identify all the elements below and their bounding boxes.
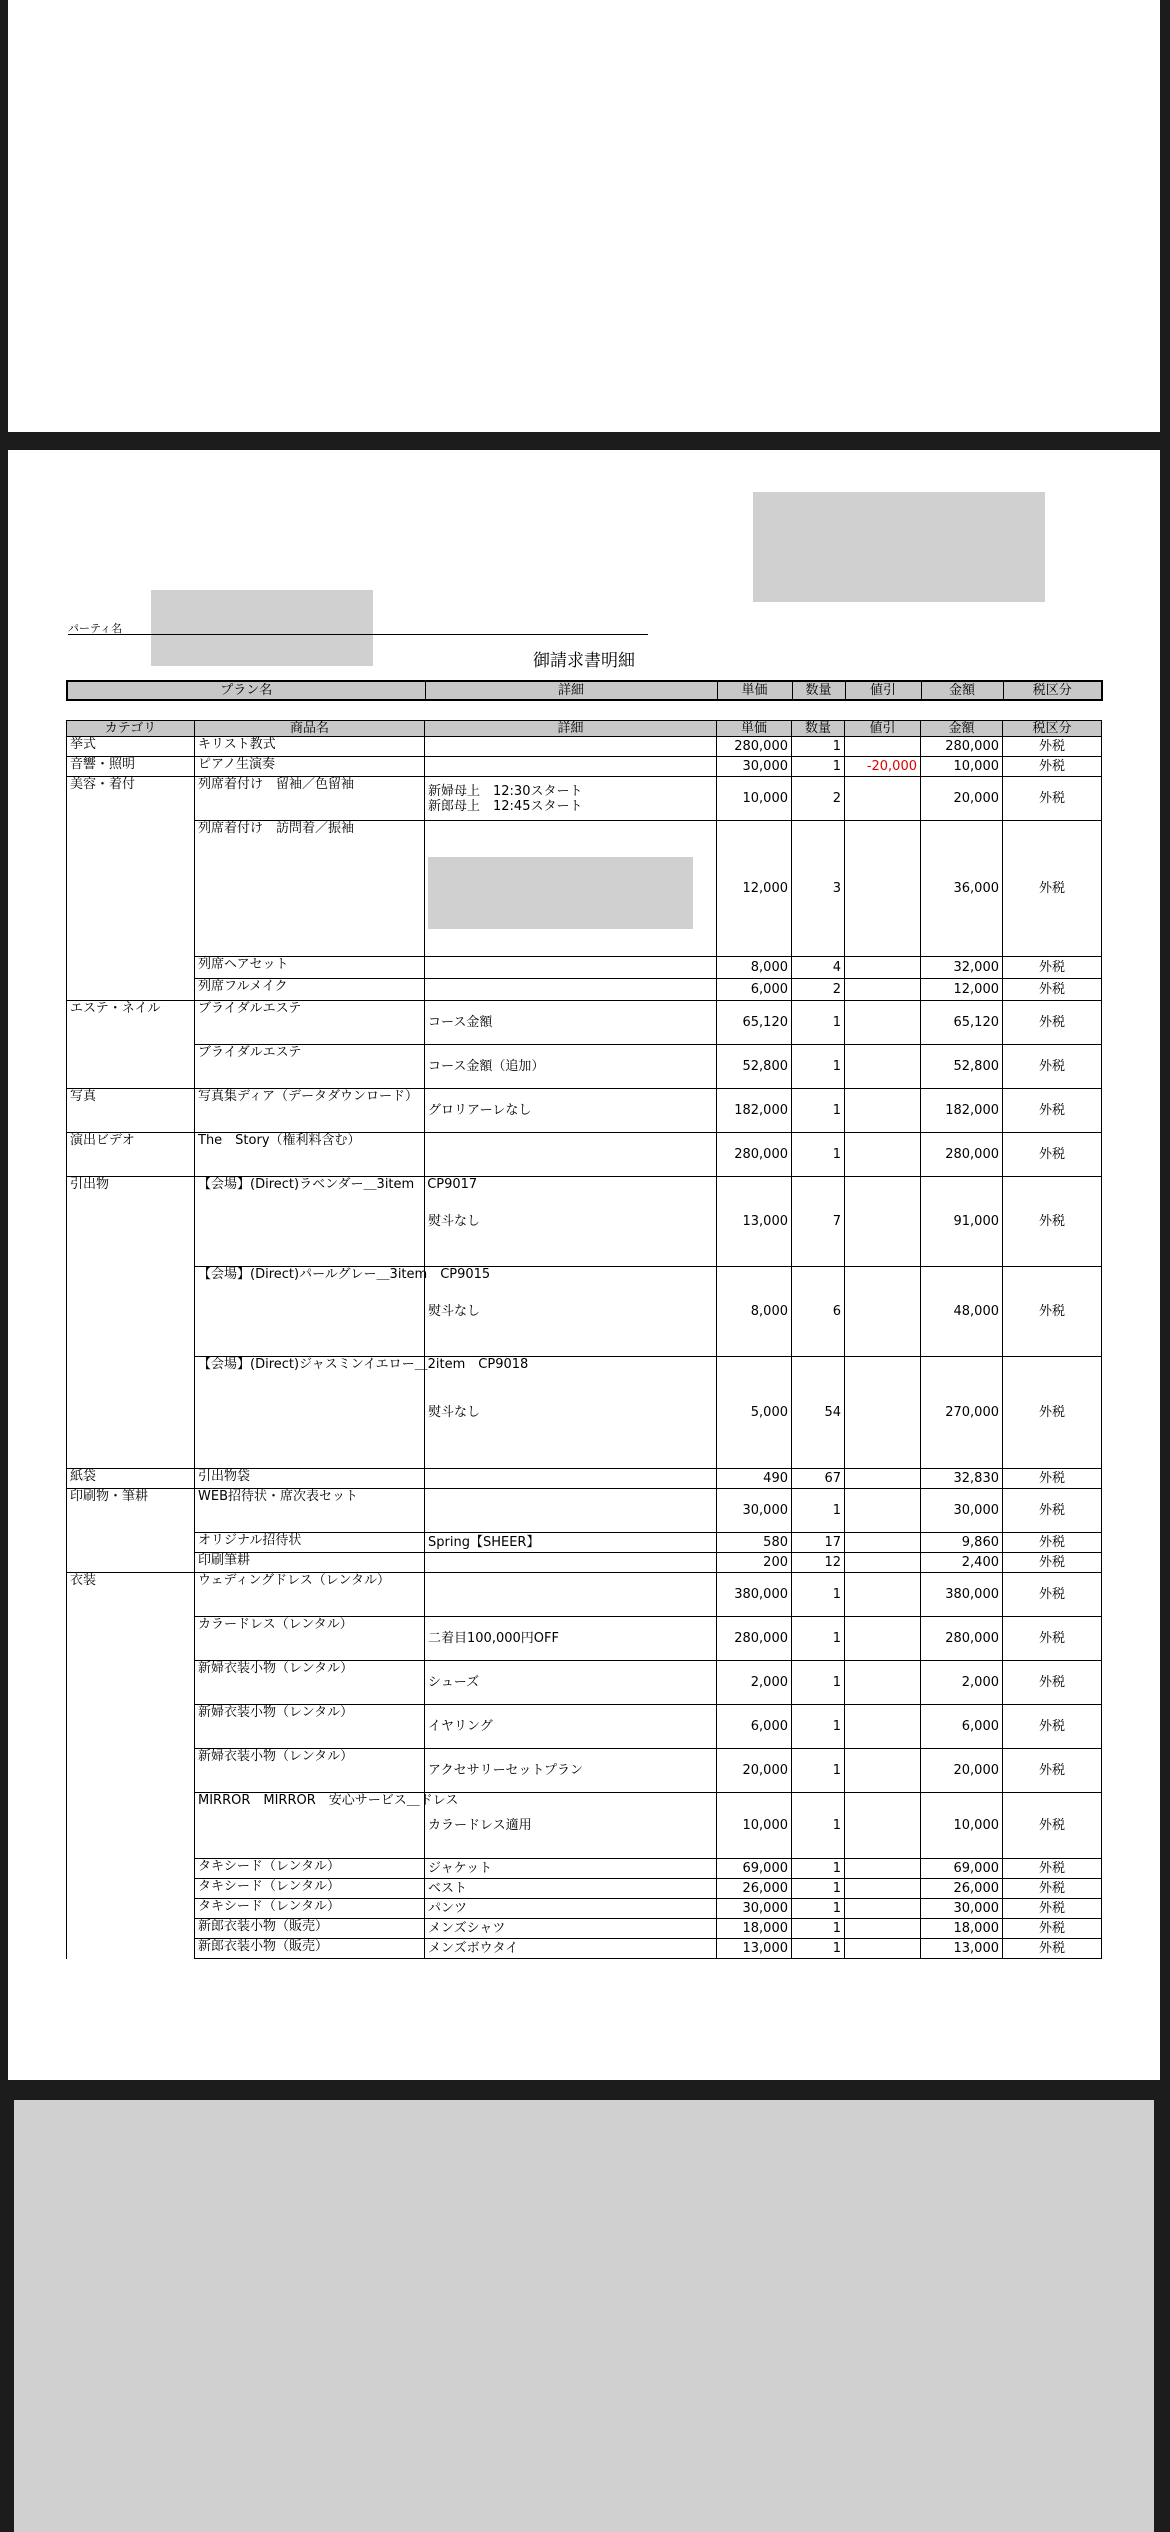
row-discount: [845, 1533, 921, 1553]
row-discount: [845, 957, 921, 979]
row-detail: [425, 1879, 717, 1899]
row-quantity: 1: [792, 1489, 845, 1533]
row-detail: [425, 1899, 717, 1919]
plan-header-tax: 税区分: [1003, 681, 1102, 700]
row-amount: 10,000: [921, 757, 1003, 777]
row-unit-price: 200: [717, 1553, 792, 1573]
row-product-name: 新郎衣装小物（販売）: [195, 1939, 425, 1959]
table-row: [67, 1553, 1102, 1573]
row-discount: [845, 1177, 921, 1267]
row-detail-text: シューズ: [428, 1675, 480, 1690]
row-tax: 外税: [1003, 1919, 1102, 1939]
plan-table: [66, 680, 1103, 701]
row-product-name: 【会場】(Direct)パールグレー＿3item CP9015: [195, 1267, 425, 1357]
row-amount: 6,000: [921, 1705, 1003, 1749]
row-tax: 外税: [1003, 1045, 1102, 1089]
row-product-name: ブライダルエステ: [195, 1045, 425, 1089]
row-amount: 280,000: [921, 1617, 1003, 1661]
row-unit-price: 10,000: [717, 1793, 792, 1859]
row-tax: 外税: [1003, 1001, 1102, 1045]
row-unit-price: 30,000: [717, 757, 792, 777]
header-discount: 値引: [845, 721, 921, 737]
redacted-detail: [428, 857, 693, 929]
row-quantity: 1: [792, 1705, 845, 1749]
row-detail: [425, 1617, 717, 1661]
plan-header-plan-name: プラン名: [67, 681, 425, 700]
row-amount: 9,860: [921, 1533, 1003, 1553]
row-tax: 外税: [1003, 1133, 1102, 1177]
row-product-name: 列席ヘアセット: [195, 957, 425, 979]
table-row: [67, 1089, 1102, 1133]
row-amount: 26,000: [921, 1879, 1003, 1899]
row-quantity: 1: [792, 1859, 845, 1879]
previous-page: [8, 0, 1160, 432]
row-product-name: 列席着付け 留袖／色留袖: [195, 777, 425, 821]
row-unit-price: 5,000: [717, 1357, 792, 1469]
table-row: [67, 1859, 1102, 1879]
row-amount: 380,000: [921, 1573, 1003, 1617]
table-row: [67, 777, 1102, 821]
row-unit-price: 13,000: [717, 1939, 792, 1959]
row-unit-price: 6,000: [717, 1705, 792, 1749]
row-detail-text: ベスト: [428, 1881, 468, 1896]
party-name-label: パーティ名: [68, 622, 123, 635]
row-detail-text: グロリアーレなし: [428, 1103, 532, 1118]
row-category: 挙式: [67, 737, 195, 757]
row-tax: 外税: [1003, 1661, 1102, 1705]
row-amount: 20,000: [921, 1749, 1003, 1793]
row-amount: 10,000: [921, 1793, 1003, 1859]
row-amount: 32,000: [921, 957, 1003, 979]
table-row: [67, 1469, 1102, 1489]
row-unit-price: 20,000: [717, 1749, 792, 1793]
row-detail-text: ジャケット: [428, 1861, 493, 1876]
row-detail: [425, 1489, 717, 1533]
row-detail: [425, 777, 717, 821]
row-discount: [845, 1919, 921, 1939]
row-product-name: 引出物袋: [195, 1469, 425, 1489]
row-detail: [425, 1749, 717, 1793]
plan-header-detail: 詳細: [425, 681, 717, 700]
row-unit-price: 65,120: [717, 1001, 792, 1045]
row-category: 引出物: [67, 1177, 195, 1469]
row-tax: 外税: [1003, 1553, 1102, 1573]
row-tax: 外税: [1003, 1859, 1102, 1879]
row-unit-price: 6,000: [717, 979, 792, 1001]
row-unit-price: 280,000: [717, 1617, 792, 1661]
row-amount: 20,000: [921, 777, 1003, 821]
party-name-underline: [68, 634, 648, 635]
row-discount: [845, 1089, 921, 1133]
row-detail: [425, 1573, 717, 1617]
row-discount: [845, 1357, 921, 1469]
row-detail-text: パンツ: [428, 1901, 468, 1916]
row-unit-price: 182,000: [717, 1089, 792, 1133]
row-amount: 52,800: [921, 1045, 1003, 1089]
row-unit-price: 26,000: [717, 1879, 792, 1899]
row-unit-price: 8,000: [717, 957, 792, 979]
row-product-name: 印刷筆耕: [195, 1553, 425, 1573]
row-discount: [845, 979, 921, 1001]
row-quantity: 1: [792, 1617, 845, 1661]
row-tax: 外税: [1003, 1899, 1102, 1919]
table-row: [67, 1489, 1102, 1533]
row-quantity: 1: [792, 1089, 845, 1133]
row-amount: 48,000: [921, 1267, 1003, 1357]
plan-header-unit-price: 単価: [717, 681, 792, 700]
row-discount: [845, 1705, 921, 1749]
row-product-name: カラードレス（レンタル）: [195, 1617, 425, 1661]
row-amount: 30,000: [921, 1489, 1003, 1533]
table-row: [67, 957, 1102, 979]
row-category: 紙袋: [67, 1469, 195, 1489]
header-amount: 金額: [921, 721, 1003, 737]
row-quantity: 2: [792, 979, 845, 1001]
row-tax: 外税: [1003, 1793, 1102, 1859]
row-detail: [425, 1357, 717, 1469]
row-quantity: 54: [792, 1357, 845, 1469]
row-quantity: 1: [792, 1749, 845, 1793]
row-tax: 外税: [1003, 1177, 1102, 1267]
row-detail: [425, 737, 717, 757]
row-discount: [845, 737, 921, 757]
row-quantity: 1: [792, 1793, 845, 1859]
table-row: [67, 1533, 1102, 1553]
row-quantity: 1: [792, 1919, 845, 1939]
row-detail-text: 熨斗なし: [428, 1304, 481, 1319]
row-quantity: 6: [792, 1267, 845, 1357]
row-quantity: 1: [792, 757, 845, 777]
row-product-name: オリジナル招待状: [195, 1533, 425, 1553]
row-tax: 外税: [1003, 1489, 1102, 1533]
plan-header-quantity: 数量: [792, 681, 845, 700]
row-detail: [425, 1661, 717, 1705]
next-page-redacted: [14, 2100, 1154, 2532]
row-discount: -20,000: [845, 757, 921, 777]
row-detail-text: コース金額（追加）: [428, 1059, 545, 1074]
row-detail-text: メンズシャツ: [428, 1921, 506, 1936]
row-product-name: WEB招待状・席次表セット: [195, 1489, 425, 1533]
row-detail: [425, 1919, 717, 1939]
row-unit-price: 30,000: [717, 1489, 792, 1533]
table-row: [67, 821, 1102, 957]
invoice-page: [8, 450, 1160, 2080]
row-product-name: ピアノ生演奏: [195, 757, 425, 777]
row-discount: [845, 1001, 921, 1045]
plan-header-amount: 金額: [921, 681, 1003, 700]
row-category: 演出ビデオ: [67, 1133, 195, 1177]
invoice-title: 御請求書明細: [533, 651, 635, 671]
row-discount: [845, 1045, 921, 1089]
row-unit-price: 18,000: [717, 1919, 792, 1939]
table-row: [67, 1939, 1102, 1959]
row-quantity: 1: [792, 1045, 845, 1089]
item-table-body: [67, 737, 1102, 1959]
row-tax: 外税: [1003, 1749, 1102, 1793]
row-product-name: 写真集ディア（データダウンロード）: [195, 1089, 425, 1133]
row-product-name: タキシード（レンタル）: [195, 1879, 425, 1899]
row-detail: [425, 821, 717, 957]
table-row: [67, 737, 1102, 757]
row-detail: [425, 1533, 717, 1553]
row-amount: 69,000: [921, 1859, 1003, 1879]
row-product-name: 新婦衣装小物（レンタル）: [195, 1661, 425, 1705]
table-row: [67, 1267, 1102, 1357]
row-detail: [425, 1133, 717, 1177]
row-quantity: 17: [792, 1533, 845, 1553]
row-tax: 外税: [1003, 821, 1102, 957]
row-amount: 65,120: [921, 1001, 1003, 1045]
row-detail: [425, 1045, 717, 1089]
table-row: [67, 757, 1102, 777]
row-unit-price: 52,800: [717, 1045, 792, 1089]
table-row: [67, 1133, 1102, 1177]
row-quantity: 1: [792, 1939, 845, 1959]
row-category: 印刷物・筆耕: [67, 1489, 195, 1573]
row-tax: 外税: [1003, 777, 1102, 821]
row-detail: [425, 1001, 717, 1045]
row-detail-text: 熨斗なし: [428, 1214, 481, 1229]
row-discount: [845, 1267, 921, 1357]
row-amount: 13,000: [921, 1939, 1003, 1959]
row-unit-price: 280,000: [717, 737, 792, 757]
row-detail: [425, 1939, 717, 1959]
plan-header-discount: 値引: [845, 681, 921, 700]
row-detail: [425, 1793, 717, 1859]
table-row: [67, 1357, 1102, 1469]
row-detail-text: アクセサリーセットプラン: [428, 1763, 583, 1778]
row-discount: [845, 1661, 921, 1705]
row-quantity: 1: [792, 1573, 845, 1617]
item-table-header: [67, 721, 1102, 737]
row-quantity: 1: [792, 737, 845, 757]
row-amount: 12,000: [921, 979, 1003, 1001]
header-quantity: 数量: [792, 721, 845, 737]
row-tax: 外税: [1003, 757, 1102, 777]
row-unit-price: 13,000: [717, 1177, 792, 1267]
row-discount: [845, 1859, 921, 1879]
table-row: [67, 1661, 1102, 1705]
row-amount: 2,400: [921, 1553, 1003, 1573]
row-amount: 32,830: [921, 1469, 1003, 1489]
row-product-name: ウェディングドレス（レンタル）: [195, 1573, 425, 1617]
row-product-name: The Story（権利料含む）: [195, 1133, 425, 1177]
row-discount: [845, 1133, 921, 1177]
row-quantity: 2: [792, 777, 845, 821]
row-quantity: 12: [792, 1553, 845, 1573]
row-product-name: 列席着付け 訪問着／振袖: [195, 821, 425, 957]
row-product-name: 列席フルメイク: [195, 979, 425, 1001]
row-discount: [845, 1617, 921, 1661]
row-tax: 外税: [1003, 957, 1102, 979]
row-detail: [425, 1705, 717, 1749]
table-row: [67, 1573, 1102, 1617]
row-amount: 30,000: [921, 1899, 1003, 1919]
row-unit-price: 490: [717, 1469, 792, 1489]
table-row: [67, 1177, 1102, 1267]
row-product-name: 新婦衣装小物（レンタル）: [195, 1749, 425, 1793]
row-quantity: 7: [792, 1177, 845, 1267]
row-detail-text: イヤリング: [428, 1719, 493, 1734]
row-tax: 外税: [1003, 1705, 1102, 1749]
item-table: [66, 720, 1102, 1959]
row-category: エステ・ネイル: [67, 1001, 195, 1089]
plan-table-header: [67, 681, 1102, 700]
row-unit-price: 69,000: [717, 1859, 792, 1879]
row-category: 衣装: [67, 1573, 195, 1959]
row-tax: 外税: [1003, 1879, 1102, 1899]
row-product-name: 新婦衣装小物（レンタル）: [195, 1705, 425, 1749]
row-discount: [845, 1489, 921, 1533]
table-row: [67, 1793, 1102, 1859]
row-unit-price: 12,000: [717, 821, 792, 957]
row-quantity: 1: [792, 1133, 845, 1177]
row-discount: [845, 777, 921, 821]
row-category: 写真: [67, 1089, 195, 1133]
row-detail-text: メンズボウタイ: [428, 1941, 519, 1956]
row-quantity: 1: [792, 1661, 845, 1705]
header-unit-price: 単価: [717, 721, 792, 737]
row-quantity: 1: [792, 1899, 845, 1919]
table-row: [67, 1045, 1102, 1089]
row-unit-price: 580: [717, 1533, 792, 1553]
row-tax: 外税: [1003, 1573, 1102, 1617]
row-discount: [845, 1553, 921, 1573]
row-unit-price: 8,000: [717, 1267, 792, 1357]
row-detail-text: コース金額: [428, 1015, 493, 1030]
row-tax: 外税: [1003, 1939, 1102, 1959]
row-tax: 外税: [1003, 1267, 1102, 1357]
row-tax: 外税: [1003, 979, 1102, 1001]
redacted-logo-box: [753, 492, 1045, 602]
row-detail: [425, 1859, 717, 1879]
table-row: [67, 1879, 1102, 1899]
row-unit-price: 380,000: [717, 1573, 792, 1617]
row-discount: [845, 1469, 921, 1489]
row-tax: 外税: [1003, 1533, 1102, 1553]
row-unit-price: 10,000: [717, 777, 792, 821]
row-quantity: 1: [792, 1001, 845, 1045]
row-detail-text: 新婦母上 12:30スタート 新郎母上 12:45スタート: [428, 783, 583, 814]
table-row: [67, 1919, 1102, 1939]
row-product-name: キリスト教式: [195, 737, 425, 757]
row-detail: [425, 1553, 717, 1573]
row-amount: 36,000: [921, 821, 1003, 957]
row-quantity: 67: [792, 1469, 845, 1489]
row-detail-text: 二着目100,000円OFF: [428, 1631, 559, 1646]
row-amount: 2,000: [921, 1661, 1003, 1705]
row-amount: 91,000: [921, 1177, 1003, 1267]
row-category: 音響・照明: [67, 757, 195, 777]
row-product-name: 【会場】(Direct)ラベンダー＿3item CP9017: [195, 1177, 425, 1267]
row-unit-price: 2,000: [717, 1661, 792, 1705]
row-detail: [425, 757, 717, 777]
row-product-name: タキシード（レンタル）: [195, 1859, 425, 1879]
row-amount: 18,000: [921, 1919, 1003, 1939]
row-detail-text: カラードレス適用: [428, 1818, 532, 1833]
row-tax: 外税: [1003, 1357, 1102, 1469]
row-discount: [845, 1573, 921, 1617]
header-product-name: 商品名: [195, 721, 425, 737]
row-product-name: タキシード（レンタル）: [195, 1899, 425, 1919]
row-discount: [845, 1939, 921, 1959]
row-product-name: MIRROR MIRROR 安心サービス＿ドレス: [195, 1793, 425, 1859]
table-row: [67, 1617, 1102, 1661]
row-tax: 外税: [1003, 1469, 1102, 1489]
row-detail: [425, 957, 717, 979]
row-detail-text: 熨斗なし: [428, 1405, 481, 1420]
row-amount: 270,000: [921, 1357, 1003, 1469]
row-detail: [425, 1469, 717, 1489]
row-quantity: 4: [792, 957, 845, 979]
row-unit-price: 280,000: [717, 1133, 792, 1177]
row-detail-text: Spring【SHEER】: [428, 1535, 540, 1550]
row-detail: [425, 1089, 717, 1133]
row-product-name: ブライダルエステ: [195, 1001, 425, 1045]
header-detail: 詳細: [425, 721, 717, 737]
row-product-name: 【会場】(Direct)ジャスミンイエロー＿2item CP9018: [195, 1357, 425, 1469]
row-discount: [845, 1879, 921, 1899]
table-row: [67, 1899, 1102, 1919]
row-tax: 外税: [1003, 737, 1102, 757]
row-amount: 182,000: [921, 1089, 1003, 1133]
row-discount: [845, 1749, 921, 1793]
table-row: [67, 1001, 1102, 1045]
row-category: 美容・着付: [67, 777, 195, 1001]
row-tax: 外税: [1003, 1089, 1102, 1133]
row-detail: [425, 979, 717, 1001]
header-category: カテゴリ: [67, 721, 195, 737]
row-quantity: 3: [792, 821, 845, 957]
table-row: [67, 979, 1102, 1001]
row-quantity: 1: [792, 1879, 845, 1899]
row-amount: 280,000: [921, 737, 1003, 757]
header-tax: 税区分: [1003, 721, 1102, 737]
row-discount: [845, 821, 921, 957]
table-row: [67, 1749, 1102, 1793]
row-product-name: 新郎衣装小物（販売）: [195, 1919, 425, 1939]
row-discount: [845, 1899, 921, 1919]
row-amount: 280,000: [921, 1133, 1003, 1177]
table-row: [67, 1705, 1102, 1749]
row-unit-price: 30,000: [717, 1899, 792, 1919]
row-discount: [845, 1793, 921, 1859]
row-tax: 外税: [1003, 1617, 1102, 1661]
